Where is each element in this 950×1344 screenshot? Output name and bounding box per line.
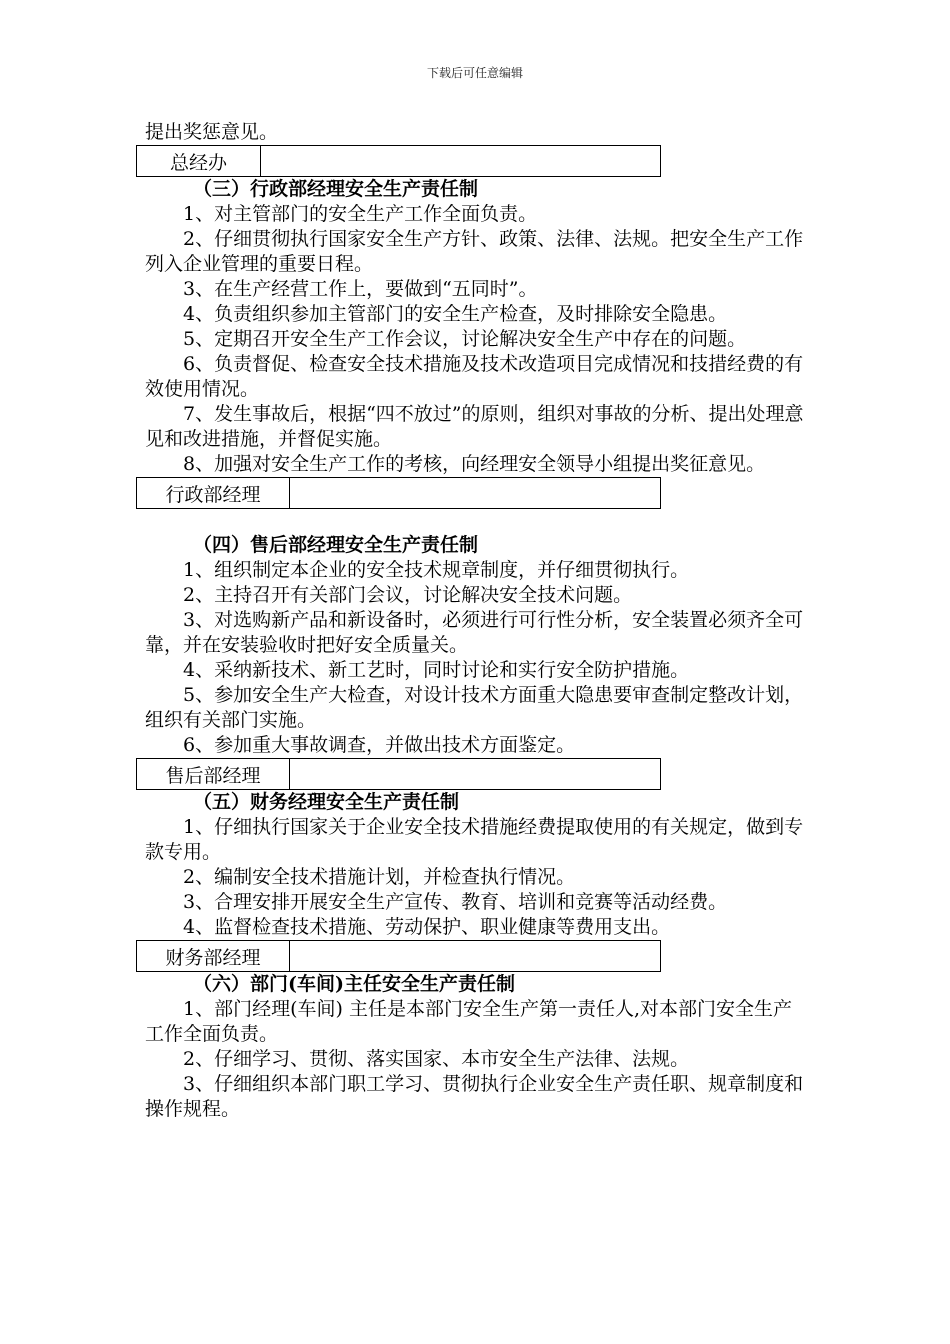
signature-table xyxy=(136,940,661,972)
paragraph: 3、在生产经营工作上，要做到“五同时”。 xyxy=(183,278,538,300)
paragraph: 5、定期召开安全生产工作会议，讨论解决安全生产中存在的问题。 xyxy=(183,328,747,350)
paragraph: 2、仔细贯彻执行国家安全生产方针、政策、法律、法规。把安全生产工作列入企业管理的重要日程。 xyxy=(145,228,804,275)
signature-table xyxy=(136,477,661,509)
signature-field[interactable] xyxy=(290,759,661,790)
paragraph: 6、参加重大事故调查，并做出技术方面鉴定。 xyxy=(183,734,576,756)
paragraph: 4、监督检查技术措施、劳动保护、职业健康等费用支出。 xyxy=(183,916,671,938)
document-body xyxy=(145,120,810,1122)
paragraph: 2、仔细学习、贯彻、落实国家、本市安全生产法律、法规。 xyxy=(183,1048,690,1070)
signature-field[interactable] xyxy=(290,941,661,972)
paragraph: 1、对主管部门的安全生产工作全面负责。 xyxy=(183,203,538,225)
signature-field[interactable] xyxy=(290,478,661,509)
section-heading: （四）售后部经理安全生产责任制 xyxy=(193,534,479,556)
paragraph: 6、负责督促、检查安全技术措施及技术改造项目完成情况和技措经费的有效使用情况。 xyxy=(145,353,804,400)
signature-label: 财务部经理 xyxy=(137,941,290,972)
section-heading: （六）部门(车间)主任安全生产责任制 xyxy=(193,973,515,995)
paragraph: 3、对选购新产品和新设备时，必须进行可行性分析，安全装置必须齐全可靠，并在安装验收时把好安全质量关。 xyxy=(145,609,804,656)
paragraph: 4、负责组织参加主管部门的安全生产检查，及时排除安全隐患。 xyxy=(183,303,728,325)
paragraph: 5、参加安全生产大检查，对设计技术方面重大隐患要审查制定整改计划，组织有关部门实施。 xyxy=(145,684,804,731)
paragraph: 7、发生事故后，根据“四不放过”的原则，组织对事故的分析、提出处理意见和改进措施，并督促实施。 xyxy=(145,403,804,450)
paragraph: 1、仔细执行国家关于企业安全技术措施经费提取使用的有关规定，做到专款专用。 xyxy=(145,816,804,863)
page-header: 下载后可任意编辑 xyxy=(426,66,523,80)
section-heading: （五）财务经理安全生产责任制 xyxy=(193,791,460,813)
paragraph: 1、部门经理(车间) 主任是本部门安全生产第一责任人,对本部门安全生产工作全面负责。 xyxy=(145,998,792,1045)
paragraph: 8、加强对安全生产工作的考核，向经理安全领导小组提出奖征意见。 xyxy=(183,453,766,475)
section-heading: （三）行政部经理安全生产责任制 xyxy=(193,178,479,200)
paragraph: 4、采纳新技术、新工艺时，同时讨论和实行安全防护措施。 xyxy=(183,659,690,681)
paragraph: 1、组织制定本企业的安全技术规章制度，并仔细贯彻执行。 xyxy=(183,559,690,581)
signature-label: 总经办 xyxy=(137,146,261,177)
signature-field[interactable] xyxy=(261,146,661,177)
paragraph: 提出奖惩意见。 xyxy=(145,121,279,143)
signature-table xyxy=(136,145,661,177)
paragraph: 3、仔细组织本部门职工学习、贯彻执行企业安全生产责任职、规章制度和操作规程。 xyxy=(145,1073,804,1120)
signature-table xyxy=(136,758,661,790)
paragraph: 2、编制安全技术措施计划，并检查执行情况。 xyxy=(183,866,576,888)
paragraph: 2、主持召开有关部门会议，讨论解决安全技术问题。 xyxy=(183,584,633,606)
signature-label: 售后部经理 xyxy=(137,759,290,790)
signature-label: 行政部经理 xyxy=(137,478,290,509)
paragraph: 3、合理安排开展安全生产宣传、教育、培训和竞赛等活动经费。 xyxy=(183,891,728,913)
